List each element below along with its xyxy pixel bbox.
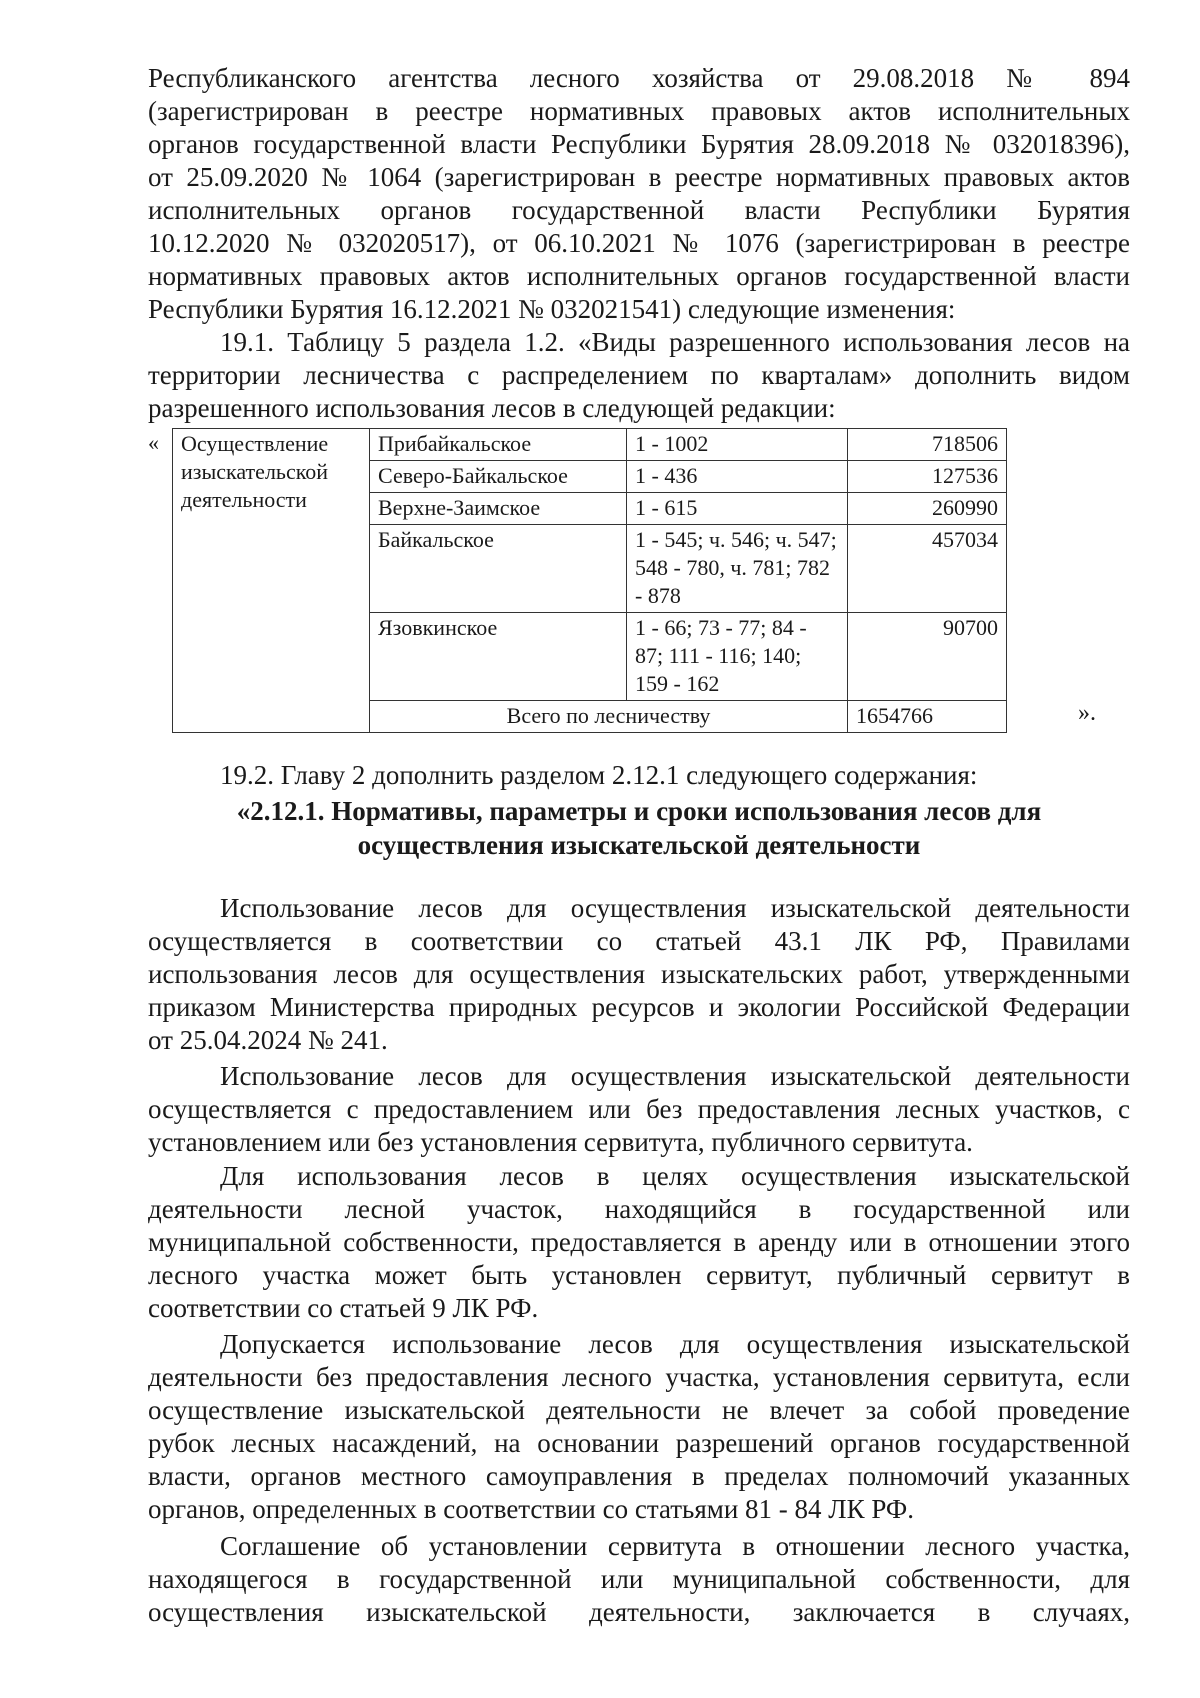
table-row bbox=[173, 429, 1007, 461]
paragraph-2 bbox=[148, 1060, 1130, 1159]
quarters-cell: 1 - 66; 73 - 77; 84 - 87; 111 - 116; 140; 159 - 162 bbox=[627, 613, 848, 701]
text-line: находящегося в государственной или муниципальной собственности, для bbox=[148, 1564, 1130, 1594]
table-open-quote: « bbox=[148, 430, 159, 455]
forestry-cell: Верхне-Заимское bbox=[370, 493, 627, 525]
text-line: 19.1. Таблицу 5 раздела 1.2. «Виды разрешенного использования лесов на bbox=[220, 327, 1130, 357]
area-cell: 718506 bbox=[848, 429, 1007, 461]
item-19-1 bbox=[148, 326, 1130, 425]
section-heading bbox=[148, 794, 1130, 862]
total-value-cell: 1654766 bbox=[848, 701, 1007, 733]
paragraph-5 bbox=[148, 1530, 1130, 1629]
forestry-cell: Прибайкальское bbox=[370, 429, 627, 461]
text-line: осуществляется с предоставлением или без предоставления лесных участков, с bbox=[148, 1094, 1130, 1124]
text-line: от 25.04.2024 № 241. bbox=[148, 1025, 388, 1055]
quarters-cell: 1 - 436 bbox=[627, 461, 848, 493]
text-line: муниципальной собственности, предоставляется в аренду или в отношении этого bbox=[148, 1227, 1130, 1257]
text-line: осуществление изыскательской деятельности не влечет за собой проведение bbox=[148, 1395, 1130, 1425]
forestry-cell: Язовкинское bbox=[370, 613, 627, 701]
heading-line: «2.12.1. Нормативы, параметры и сроки использования лесов для bbox=[236, 796, 1042, 826]
paragraph-1 bbox=[148, 892, 1130, 1057]
text-line: осуществляется в соответствии со статьей 43.1 ЛК РФ, Правилами bbox=[148, 926, 1130, 956]
text-line: рубок лесных насаждений, на основании разрешений органов государственной bbox=[148, 1428, 1130, 1458]
text-line: Использование лесов для осуществления изыскательской деятельности bbox=[220, 1061, 1130, 1091]
paragraph-4 bbox=[148, 1328, 1130, 1526]
text-line: Использование лесов для осуществления изыскательской деятельности bbox=[220, 893, 1130, 923]
forest-use-table bbox=[172, 428, 1007, 733]
text-line: органов, определенных в соответствии со статьями 81 - 84 ЛК РФ. bbox=[148, 1494, 915, 1524]
text-line: власти, органов местного самоуправления в пределах полномочий указанных bbox=[148, 1461, 1130, 1491]
quarters-cell: 1 - 615 bbox=[627, 493, 848, 525]
text-line: использования лесов для осуществления изыскательских работ, утвержденными bbox=[148, 959, 1130, 989]
text-line: Для использования лесов в целях осуществления изыскательской bbox=[220, 1161, 1130, 1191]
text-line: разрешенного использования лесов в следующей редакции: bbox=[148, 393, 836, 423]
text-line: органов государственной власти Республики Бурятия 28.09.2018 № 032018396), bbox=[148, 129, 1130, 159]
text-line: соответствии со статьей 9 ЛК РФ. bbox=[148, 1293, 539, 1323]
table-close-quote: ». bbox=[1078, 700, 1096, 726]
text-line: деятельности лесной участок, находящийся в государственной или bbox=[148, 1194, 1130, 1224]
text-line: Соглашение об установлении сервитута в отношении лесного участка, bbox=[220, 1531, 1130, 1561]
text-line: лесного участка может быть установлен сервитут, публичный сервитут в bbox=[148, 1260, 1130, 1290]
text-line: осуществления изыскательской деятельности, заключается в случаях, bbox=[148, 1597, 1130, 1627]
total-label-cell: Всего по лесничеству bbox=[370, 701, 848, 733]
heading-line: осуществления изыскательской деятельности bbox=[357, 830, 921, 860]
activity-cell: Осуществление изыскательской деятельности bbox=[173, 429, 370, 733]
area-cell: 127536 bbox=[848, 461, 1007, 493]
area-cell: 90700 bbox=[848, 613, 1007, 701]
area-cell: 260990 bbox=[848, 493, 1007, 525]
text-line: исполнительных органов государственной власти Республики Бурятия bbox=[148, 195, 1130, 225]
text-line: нормативных правовых актов исполнительных органов государственной власти bbox=[148, 261, 1130, 291]
text-line: деятельности без предоставления лесного участка, установления сервитута, если bbox=[148, 1362, 1130, 1392]
text-line: установлением или без установления сервитута, публичного сервитута. bbox=[148, 1127, 973, 1157]
text-line: (зарегистрирован в реестре нормативных правовых актов исполнительных bbox=[148, 96, 1130, 126]
text-line: Республики Бурятия 16.12.2021 № 032021541) следующие изменения: bbox=[148, 294, 956, 324]
text-line: от 25.09.2020 № 1064 (зарегистрирован в реестре нормативных правовых актов bbox=[148, 162, 1130, 192]
forestry-cell: Северо-Байкальское bbox=[370, 461, 627, 493]
intro-paragraph bbox=[148, 62, 1130, 326]
text-line: территории лесничества с распределением по кварталам» дополнить видом bbox=[148, 360, 1130, 390]
text-line: 10.12.2020 № 032020517), от 06.10.2021 № 1076 (зарегистрирован в реестре bbox=[148, 228, 1130, 258]
area-cell: 457034 bbox=[848, 525, 1007, 613]
paragraph-3 bbox=[148, 1160, 1130, 1325]
item-19-2: 19.2. Главу 2 дополнить разделом 2.12.1 следующего содержания: bbox=[220, 760, 978, 790]
quarters-cell: 1 - 1002 bbox=[627, 429, 848, 461]
forestry-cell: Байкальское bbox=[370, 525, 627, 613]
text-line: Республиканского агентства лесного хозяйства от 29.08.2018 № 894 bbox=[148, 63, 1130, 93]
quarters-cell: 1 - 545; ч. 546; ч. 547; 548 - 780, ч. 781; 782 - 878 bbox=[627, 525, 848, 613]
text-line: Допускается использование лесов для осуществления изыскательской bbox=[220, 1329, 1130, 1359]
text-line: приказом Министерства природных ресурсов и экологии Российской Федерации bbox=[148, 992, 1130, 1022]
